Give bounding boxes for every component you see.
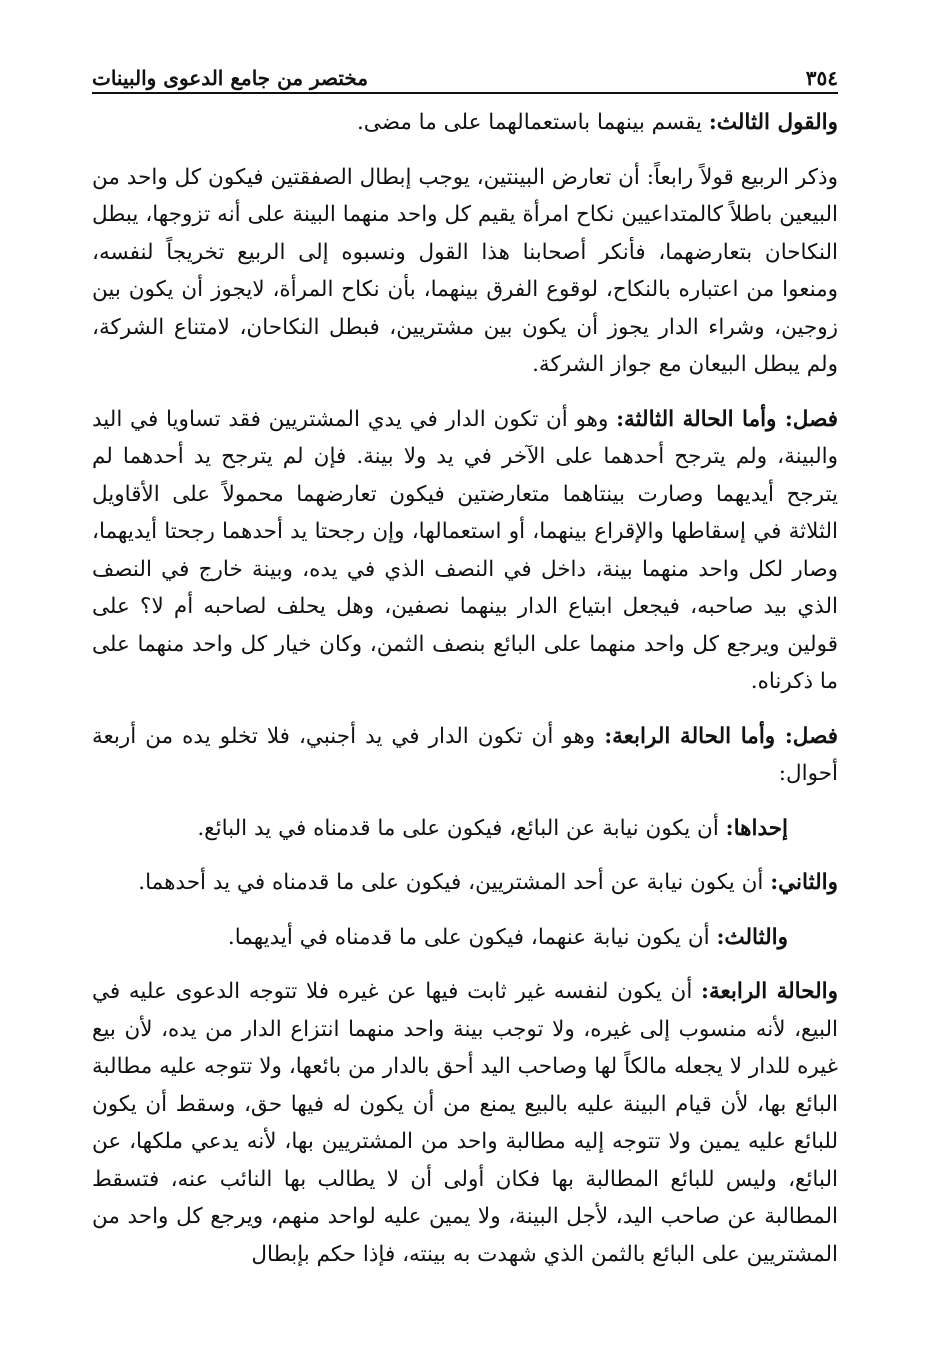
- header-rule: [92, 92, 838, 94]
- term-label: والقول الثالث:: [708, 110, 838, 135]
- page-header: [92, 52, 838, 92]
- paragraph-second-state: [92, 864, 838, 902]
- term-label: والثالث:: [716, 924, 788, 950]
- paragraph-text: أن يكون لنفسه غير ثابت فيها عن غيره فلا تتوجه الدعوى عليه في البيع، لأنه منسوب إلى غيره، ولا توجب بينة واحد منهما انتزاع الدار من يده، لأن بيع غيره للدار لا يجعله مالكاً لها وصاحب اليد أحق بالدار من بائعها، ولا تتوجه عليه مطالبة البائع بها، لأن قيام البينة عليه بالبيع يمنع من أن يكون له فيها حق، وسقط أن يكون للبائع عليه يمين ولا تتوجه إليه مطالبة واحد من المشتريين بها، لأنه يدعي ملكها، عن البائع، وليس للبائع المطالبة بها فكان أولى أن لا يطالب بها النائب عنه، فتسقط المطالبة عن صاحب اليد، لأجل البينة، ولا يمين عليه لواحد منهم، ويرجع كل واحد من المشتريين على البائع بالثمن الذي شهدت به بينته، فإذا حكم بإبطال: [92, 979, 838, 1267]
- paragraph-text: أن يكون نيابة عنهما، فيكون على ما قدمناه في أيديهما.: [227, 924, 717, 950]
- paragraph-third-opinion: [92, 104, 838, 142]
- paragraph-text: وهو أن تكون الدار في يد أجنبي، فلا تخلو يده من أربعة أحوال:: [92, 723, 838, 786]
- paragraph-text: أن يكون نيابة عن أحد المشتريين، فيكون على ما قدمناه في يد أحدهما.: [138, 870, 771, 895]
- paragraph-text: وذكر الربيع قولاً رابعاً: أن تعارض البينتين، يوجب إبطال الصفقتين فيكون كل واحد من البيعين باطلاً كالمتداعيين نكاح امرأة يقيم كل واحد منهما البينة على أنه تزوجها، يبطل النكاحان بتعارضهما، فأنكر أصحابنا هذا القول ونسبوه إلى الربيع تخريجاً لنفسه، ومنعوا من اعتباره بالنكاح، لوقوع الفرق بينهما، بأن نكاح المرأة، لايجوز أن يكون بين زوجين، وشراء الدار يجوز أن يكون بين مشتريين، فبطل النكاحان، لامتناع الشركة، ولم يبطل البيعان مع جواز الشركة.: [92, 164, 838, 377]
- term-label: فصل: وأما الحالة الثالثة:: [616, 406, 838, 432]
- page-body: [92, 104, 838, 1273]
- term-label: والحالة الرابعة:: [701, 979, 838, 1004]
- paragraph-fourth-case: [92, 718, 838, 793]
- paragraph-text: يقسم بينهما باستعمالهما على ما مضى.: [356, 110, 709, 135]
- paragraph-first-state: [92, 810, 838, 848]
- paragraph-third-state: [92, 919, 838, 957]
- paragraph-text: وهو أن تكون الدار في يدي المشتريين فقد تساويا في اليد والبينة، ولم يترجح أحدهما على الآخر في يد ولا بينة. فإن لم يترجح يد أحدهما لم يترجح أيديهما وصارت بينتاهما متعارضتين فيكون تعارضهما محمولاً على الأقاويل الثلاثة في إسقاطها والإقراع بينهما، أو استعمالها، وإن رجحتا يد أحدهما رجحتا أيديهما، وصار لكل واحد منهما بينة، داخل في النصف الذي في يده، وبينة خارج في النصف الذي بيد صاحبه، فيجعل ابتياع الدار بينهما نصفين، وهل يحلف لصاحبه أم لا؟ على قولين ويرجع كل واحد منهما على البائع بنصف الثمن، وكان خيار كل واحد منهما على ما ذكرناه.: [92, 406, 838, 694]
- page-number: ٣٥٤: [805, 66, 838, 90]
- term-label: والثاني:: [770, 870, 838, 895]
- running-title: مختصر من جامع الدعوى والبينات: [92, 66, 369, 90]
- paragraph-text: أن يكون نيابة عن البائع، فيكون على ما قدمناه في يد البائع.: [197, 815, 726, 841]
- paragraph-third-case: [92, 401, 838, 701]
- term-label: فصل: وأما الحالة الرابعة:: [604, 723, 838, 749]
- paragraph-fourth-state: [92, 973, 838, 1273]
- paragraph-rabi-opinion: [92, 159, 838, 384]
- term-label: إحداها:: [725, 815, 788, 841]
